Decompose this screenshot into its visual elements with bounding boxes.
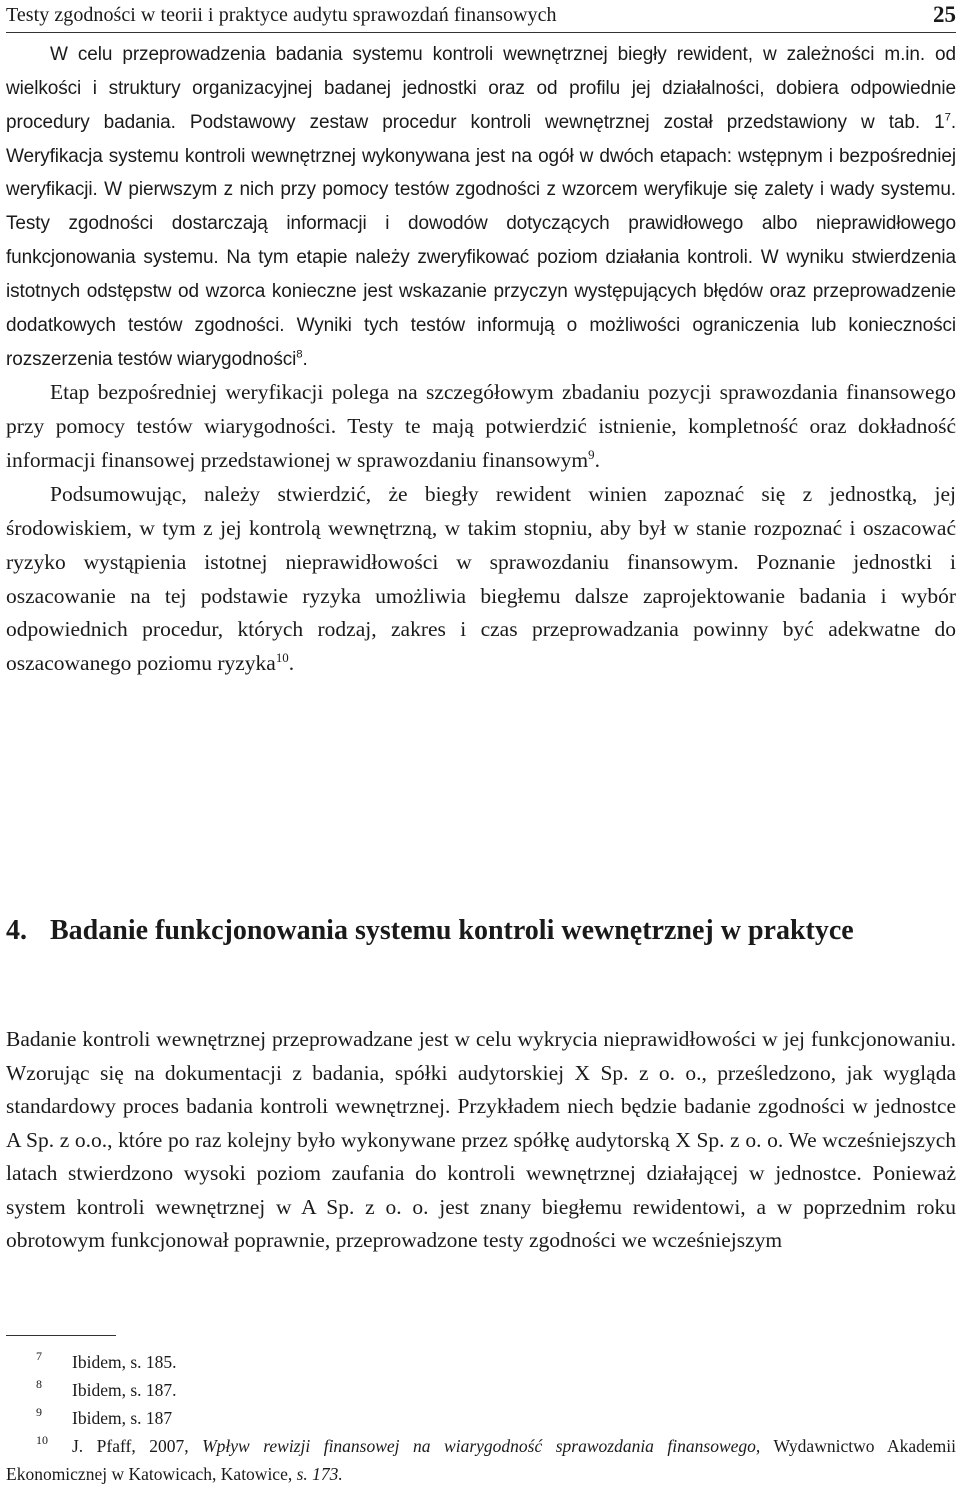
footnote-rule (6, 1335, 116, 1336)
paragraph-3 (6, 478, 956, 681)
paragraph-text: . (594, 448, 600, 473)
footnote-ref[interactable]: 8 (296, 348, 303, 361)
footnote-text: Ibidem, s. 187 (72, 1408, 173, 1428)
footnote-text: Ibidem, s. 187. (72, 1380, 177, 1400)
paragraph-text: . (288, 651, 295, 676)
footnote-ref[interactable]: 10 (275, 651, 289, 666)
section-paragraph: Badanie kontroli wewnętrznej przeprowadzane jest w celu wykrycia nieprawidłowości w jej funkcjonowaniu. Wzorując się na dokumentacji z badania, spółki audytorskiej X Sp. z o. o., prześledzono, jak wygląda standardowy proces badania kontroli wewnętrznej. Przykładem niech będzie badanie zgodności w jednostce A Sp. z o.o., które po raz kolejny było wykonywane przez spółkę audytorską X Sp. z o. o. We wcześniejszych latach stwierdzono wysoki poziom zaufania do kontroli wewnętrznej działającej w jednostce. Ponieważ system kontroli wewnętrznej w A Sp. z o. o. jest znany biegłemu rewidentowi, a w poprzednim roku obrotowym funkcjonował poprawnie, przeprowadzone testy zgodności we wcześniejszym (6, 1027, 956, 1252)
header-rule (6, 32, 956, 33)
footnote-ref[interactable]: 9 (588, 447, 595, 462)
running-header (6, 4, 954, 28)
footnote-mark: 10 (36, 1433, 48, 1447)
footnote-book-title: Wpływ rewizji finansowej na wiarygodność sprawozdania finansowego (202, 1436, 756, 1456)
paragraph-text: W celu przeprowadzenia badania systemu kontroli wewnętrznej biegły rewident, w zależności m.in. od wielkości i struktury organizacyjnej badanej jednostki oraz od profilu jej działalności, dobiera odpowiednie procedury badania. Podstawowy zestaw procedur kontroli wewnętrznej został przedstawiony w tab. 1 (6, 44, 956, 133)
footnote-8 (6, 1376, 956, 1404)
footnote-mark: 9 (36, 1405, 42, 1419)
footnote-publisher: , Wydawnictwo Akademii Ekonomicznej w Katowicach, Katowice, (6, 1436, 956, 1484)
body-text (6, 38, 956, 681)
paragraph-text: . Weryfikacja systemu kontroli wewnętrznej wykonywana jest na ogół w dwóch etapach: wstępnym i bezpośredniej weryfikacji. W pierwszym z nich przy pomocy testów zgodności z wzorcem weryfikuje się zalety i wady systemu. Testy zgodności dostarczają informacji i dowodów dotyczących prawidłowego albo nieprawidłowego funkcjonowania systemu. Na tym etapie należy zweryfikować poziom działania kontroli. W wyniku stwierdzenia istotnych odstępstw od wzorca konieczne jest wskazanie przyczyn występujących błędów oraz przeprowadzenie dodatkowych testów zgodności. Wyniki tych testów informują o możliwości ograniczenia lub konieczności rozszerzenia testów wiarygodności (6, 111, 956, 370)
page-number: 25 (933, 2, 956, 27)
footnote-mark: 7 (36, 1349, 42, 1363)
footnote-10 (6, 1432, 956, 1488)
section-number: 4. (6, 915, 27, 946)
footnote-ref[interactable]: 7 (944, 111, 951, 124)
paragraph-text: . (302, 348, 308, 370)
paragraph-text: Etap bezpośredniej weryfikacji polega na szczegółowym zbadaniu pozycji sprawozdania finansowego przy pomocy testów wiarygodności. Testy te mają potwierdzić istnienie, kompletność oraz dokładność informacji finansowej przedstawionej w sprawozdaniu finansowym (6, 380, 956, 473)
footnote-text: Ibidem, s. 185. (72, 1352, 177, 1372)
section-title: Badanie funkcjonowania systemu kontroli wewnętrznej w praktyce (50, 915, 854, 946)
paragraph-1 (6, 38, 956, 376)
running-title: Testy zgodności w teorii i praktyce audytu sprawozdań finansowych (6, 4, 557, 26)
footnote-author: J. Pfaff, 2007, (72, 1436, 203, 1456)
footnote-pages: s. 173. (296, 1464, 343, 1484)
footnote-mark: 8 (36, 1377, 42, 1391)
paragraph-text: Podsumowując, należy stwierdzić, że biegły rewident winien zapoznać się z jednostką, jej środowiskiem, w tym z jej kontrolą wewnętrzną, w takim stopniu, aby był w stanie rozpoznać i oszacować ryzyko wystąpienia istotnej nieprawidłowości w sprawozdaniu finansowym. Poznanie jednostki i oszacowanie na tej podstawie ryzyka umożliwia biegłemu dalsze zaprojektowanie badania i wybór odpowiednich procedur, których rodzaj, zakres i czas przeprowadzania powinny być adekwatne do oszacowanego poziomu ryzyka (6, 481, 956, 676)
footnote-9 (6, 1404, 956, 1432)
footnotes (6, 1348, 956, 1488)
footnote-7 (6, 1348, 956, 1376)
paragraph-2 (6, 376, 956, 478)
